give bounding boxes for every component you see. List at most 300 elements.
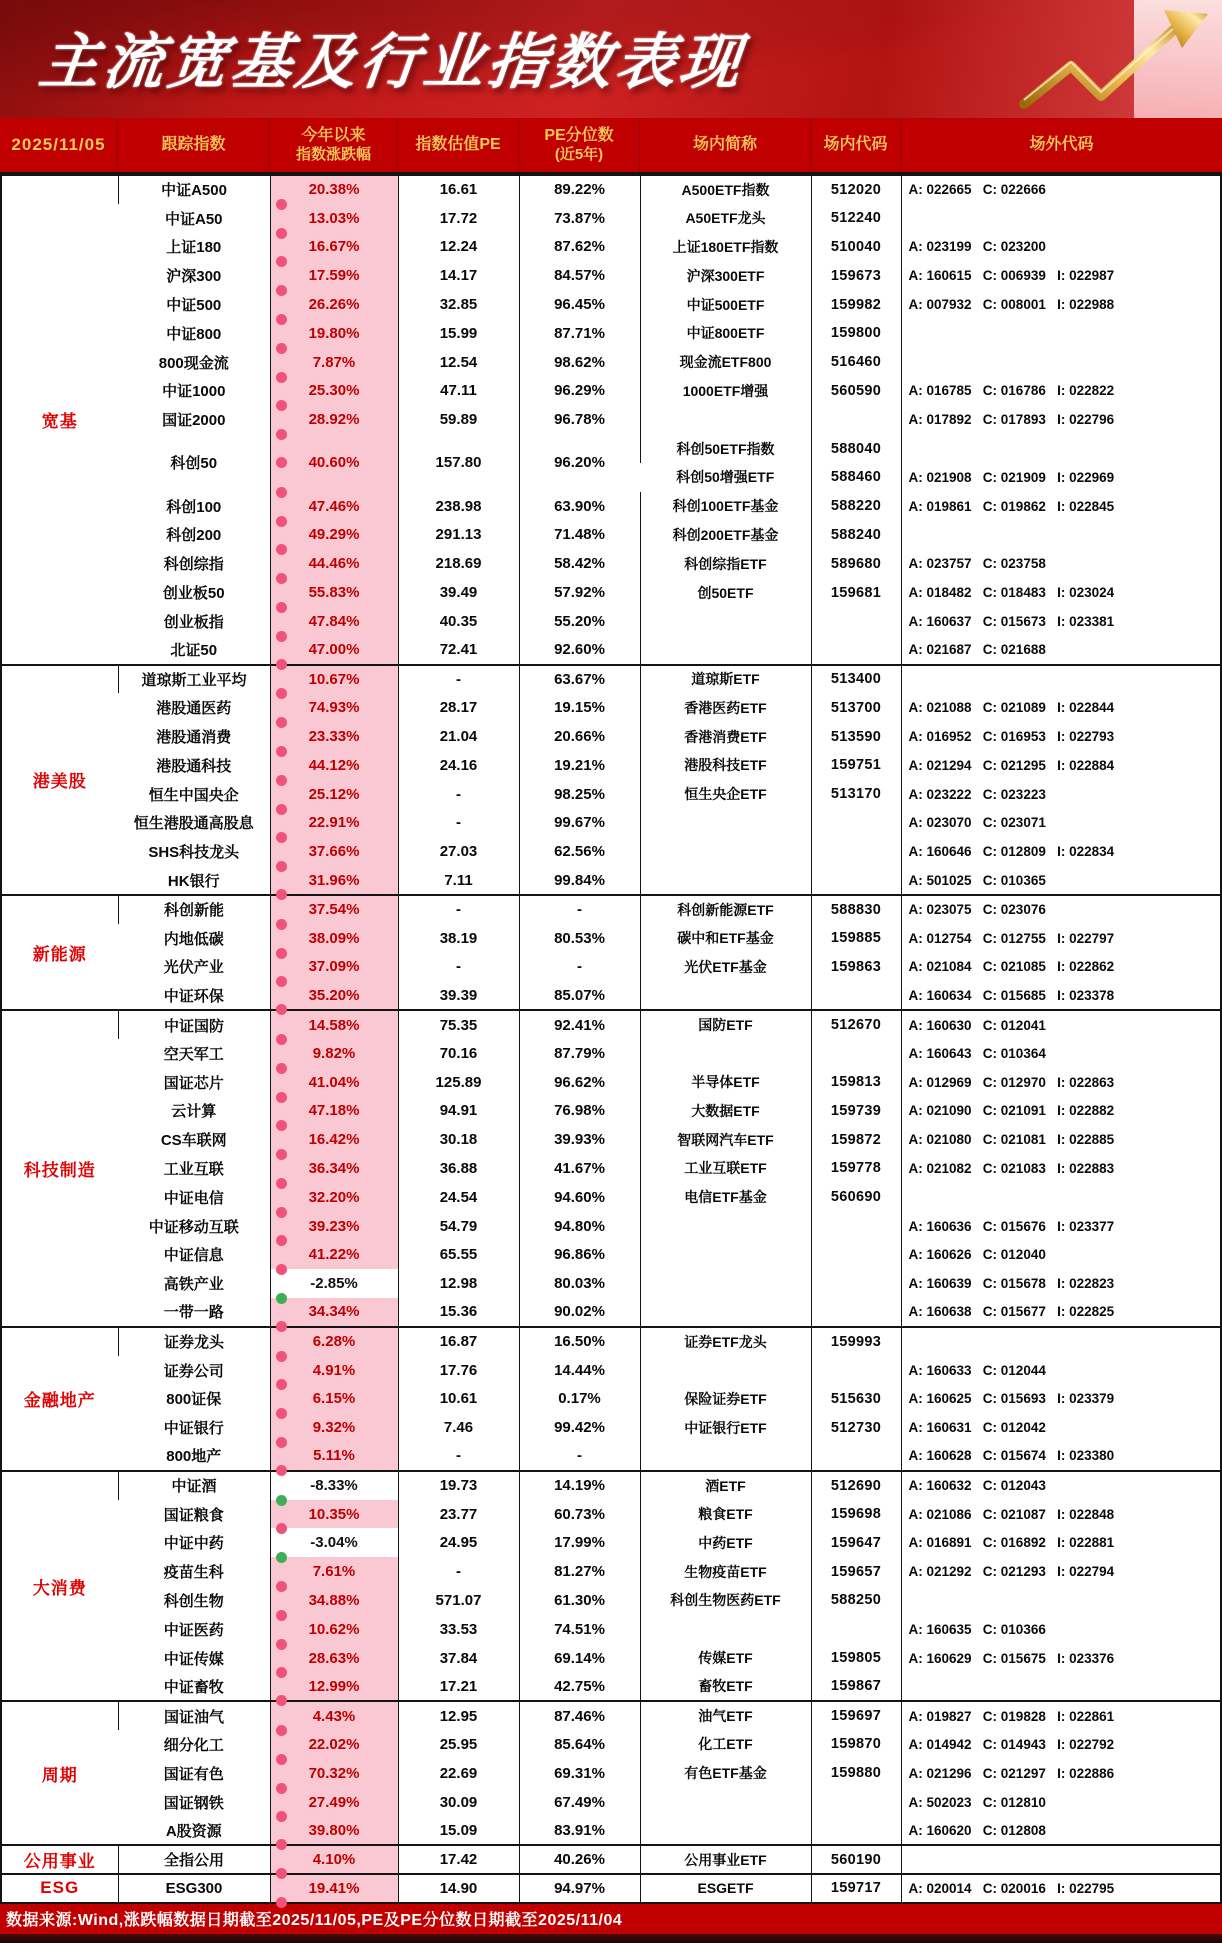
positive-dot-icon <box>276 199 287 210</box>
cell-otc-codes <box>901 1672 1221 1701</box>
cell-pe: 37.84 <box>398 1644 519 1673</box>
cell-tracking-index: 国证有色 <box>163 1765 224 1783</box>
cell-pe-percentile: 69.31% <box>519 1759 640 1788</box>
cell-pe: - <box>398 1557 519 1586</box>
cell-otc-codes: A: 021687 C: 021688 <box>901 636 1221 665</box>
cell-onexchange-code <box>811 1240 901 1269</box>
cell-tracking-index: 恒生港股通高股息 <box>133 815 254 833</box>
cell-onexchange-name: 碳中和ETF基金 <box>640 924 811 953</box>
cell-ytd-change: 26.26% <box>270 290 398 319</box>
cell-onexchange-code <box>811 866 901 895</box>
cell-tracking-index: 中证信息 <box>163 1247 224 1265</box>
cell-pe: 157.80 <box>398 434 519 492</box>
cell-pe-percentile: 55.20% <box>519 607 640 636</box>
cell-onexchange-name: 香港消费ETF <box>640 722 811 751</box>
cell-tracking-index: 工业互联 <box>163 1160 224 1178</box>
positive-dot-icon <box>276 1235 287 1246</box>
cell-pe: 22.69 <box>398 1759 519 1788</box>
cell-otc-codes: A: 021084 C: 021085 I: 022862 <box>901 953 1221 982</box>
cell-tracking-index: 沪深300 <box>166 268 222 286</box>
cell-onexchange-name: 科创50ETF指数 <box>640 434 811 463</box>
cell-ytd-change: 44.12% <box>270 751 398 780</box>
positive-dot-icon <box>276 1264 287 1275</box>
positive-dot-icon <box>276 285 287 296</box>
cell-ytd-change: 4.91% <box>270 1356 398 1385</box>
positive-dot-icon <box>276 1811 287 1822</box>
cell-ytd-change: 28.63% <box>270 1644 398 1673</box>
table-row <box>1 1413 1221 1442</box>
cell-tracking-index: 科创50 <box>170 455 218 473</box>
cell-pe-percentile: 96.20% <box>519 434 640 492</box>
table-row <box>1 1269 1221 1298</box>
cell-pe: 23.77 <box>398 1500 519 1529</box>
cell-onexchange-name <box>640 837 811 866</box>
cell-ytd-change: 32.20% <box>270 1183 398 1212</box>
cell-tracking-index: 证券龙头 <box>118 1327 270 1356</box>
table-row <box>1 175 1221 204</box>
positive-dot-icon <box>276 228 287 239</box>
positive-dot-icon <box>276 717 287 728</box>
section-label: 港美股 <box>1 665 118 895</box>
cell-tracking-index: 国证芯片 <box>163 1074 224 1092</box>
cell-ytd-change: 47.84% <box>270 607 398 636</box>
cell-onexchange-code: 159872 <box>811 1125 901 1154</box>
cell-ytd-change: 39.23% <box>270 1212 398 1241</box>
cell-ytd-change: 31.96% <box>270 866 398 895</box>
cell-pe: 571.07 <box>398 1586 519 1615</box>
cell-ytd-change: 19.80% <box>270 319 398 348</box>
cell-otc-codes: A: 023222 C: 023223 <box>901 780 1221 809</box>
cell-onexchange-code <box>811 837 901 866</box>
cell-pe-percentile: 58.42% <box>519 549 640 578</box>
cell-ytd-change: 17.59% <box>270 261 398 290</box>
cell-pe-percentile: 99.42% <box>519 1413 640 1442</box>
cell-tracking-index: 800现金流 <box>158 354 229 372</box>
cell-pe: 12.24 <box>398 233 519 262</box>
cell-onexchange-code: 513400 <box>811 665 901 694</box>
positive-dot-icon <box>276 688 287 699</box>
cell-otc-codes: A: 018482 C: 018483 I: 023024 <box>901 578 1221 607</box>
cell-pe-percentile: 96.45% <box>519 290 640 319</box>
cell-pe: 59.89 <box>398 405 519 434</box>
positive-dot-icon <box>276 889 287 900</box>
cell-pe-percentile: 63.67% <box>519 665 640 694</box>
cell-pe: 47.11 <box>398 377 519 406</box>
cell-onexchange-name: 工业互联ETF <box>640 1154 811 1183</box>
cell-tracking-index: 恒生中国央企 <box>148 786 239 804</box>
cell-onexchange-name <box>640 636 811 665</box>
cell-onexchange-name: A50ETF龙头 <box>640 204 811 233</box>
cell-pe-percentile: 41.67% <box>519 1154 640 1183</box>
cell-onexchange-code: 159778 <box>811 1154 901 1183</box>
cell-otc-codes: A: 012969 C: 012970 I: 022863 <box>901 1068 1221 1097</box>
cell-otc-codes <box>901 521 1221 550</box>
cell-pe-percentile: 62.56% <box>519 837 640 866</box>
cell-pe-percentile: 96.29% <box>519 377 640 406</box>
cell-pe-percentile: - <box>519 895 640 924</box>
cell-onexchange-code: 159813 <box>811 1068 901 1097</box>
cell-tracking-index: 中证银行 <box>163 1420 224 1438</box>
cell-pe-percentile: 92.41% <box>519 1010 640 1039</box>
cell-onexchange-name <box>640 1240 811 1269</box>
table-row <box>1 492 1221 521</box>
positive-dot-icon <box>276 544 287 555</box>
cell-pe-percentile: 57.92% <box>519 578 640 607</box>
section-label: 公用事业 <box>1 1845 118 1874</box>
section-label: 新能源 <box>1 895 118 1010</box>
cell-onexchange-name: 酒ETF <box>640 1471 811 1500</box>
cell-ytd-change: 22.91% <box>270 809 398 838</box>
cell-pe: 24.16 <box>398 751 519 780</box>
table-row <box>1 290 1221 319</box>
cell-pe-percentile: 87.71% <box>519 319 640 348</box>
cell-onexchange-code: 159657 <box>811 1557 901 1586</box>
cell-tracking-index: 港股通医药 <box>156 700 232 718</box>
cell-onexchange-code: 588220 <box>811 492 901 521</box>
cell-onexchange-name: 现金流ETF800 <box>640 348 811 377</box>
cell-pe: - <box>398 1442 519 1471</box>
positive-dot-icon <box>276 1839 287 1850</box>
positive-dot-icon <box>276 1351 287 1362</box>
cell-onexchange-name: 大数据ETF <box>640 1097 811 1126</box>
cell-onexchange-code: 159982 <box>811 290 901 319</box>
table-row <box>1 665 1221 694</box>
cell-pe: 54.79 <box>398 1212 519 1241</box>
cell-pe: 94.91 <box>398 1097 519 1126</box>
cell-pe: 65.55 <box>398 1240 519 1269</box>
positive-dot-icon <box>276 372 287 383</box>
table-row <box>1 1701 1221 1730</box>
cell-ytd-change: 55.83% <box>270 578 398 607</box>
cell-otc-codes: A: 021080 C: 021081 I: 022885 <box>901 1125 1221 1154</box>
cell-pe-percentile: 73.87% <box>519 204 640 233</box>
cell-onexchange-code: 588460 <box>811 463 901 492</box>
table-row <box>1 1586 1221 1615</box>
cell-pe-percentile: 16.50% <box>519 1327 640 1356</box>
cell-ytd-change: 20.38% <box>270 175 398 204</box>
cell-onexchange-name <box>640 1615 811 1644</box>
cell-pe: 24.54 <box>398 1183 519 1212</box>
cell-tracking-index: 国证粮食 <box>163 1506 224 1524</box>
cell-pe-percentile: 94.97% <box>519 1874 640 1903</box>
table-row <box>1 1183 1221 1212</box>
cell-pe: 238.98 <box>398 492 519 521</box>
cell-pe-percentile: 80.53% <box>519 924 640 953</box>
table-row <box>1 1672 1221 1701</box>
cell-pe: 16.87 <box>398 1327 519 1356</box>
cell-pe: 21.04 <box>398 722 519 751</box>
cell-otc-codes: A: 007932 C: 008001 I: 022988 <box>901 290 1221 319</box>
positive-dot-icon <box>276 1610 287 1621</box>
cell-onexchange-code: 588040 <box>811 434 901 463</box>
cell-pe: - <box>398 809 519 838</box>
cell-pe-percentile: 19.15% <box>519 693 640 722</box>
cell-ytd-change: 5.11% <box>270 1442 398 1471</box>
positive-dot-icon <box>276 429 287 440</box>
positive-dot-icon <box>276 1695 287 1706</box>
cell-onexchange-code <box>811 636 901 665</box>
cell-otc-codes: A: 160638 C: 015677 I: 022825 <box>901 1298 1221 1327</box>
cell-onexchange-name: 证券ETF龙头 <box>640 1327 811 1356</box>
cell-onexchange-name: 科创50增强ETF <box>676 469 775 486</box>
cell-onexchange-name <box>640 1788 811 1817</box>
index-performance-table <box>0 174 1222 1904</box>
cell-ytd-change: 16.42% <box>270 1125 398 1154</box>
cell-onexchange-name <box>640 1039 811 1068</box>
cell-tracking-index: 中证传媒 <box>163 1650 224 1668</box>
cell-onexchange-name: 光伏ETF基金 <box>640 953 811 982</box>
cell-onexchange-name: 道琼斯ETF <box>640 665 811 694</box>
cell-onexchange-code: 159673 <box>811 261 901 290</box>
cell-onexchange-name: ESGETF <box>640 1874 811 1903</box>
cell-ytd-change: 74.93% <box>270 693 398 722</box>
cell-pe-percentile: 61.30% <box>519 1586 640 1615</box>
cell-pe: 12.98 <box>398 1269 519 1298</box>
cell-pe-percentile: 19.21% <box>519 751 640 780</box>
cell-onexchange-name: 恒生央企ETF <box>640 780 811 809</box>
data-source-footer <box>0 1904 1222 1934</box>
table-row <box>1 751 1221 780</box>
cell-otc-codes: A: 160630 C: 012041 <box>901 1010 1221 1039</box>
cell-onexchange-code: 159870 <box>811 1730 901 1759</box>
table-row <box>1 348 1221 377</box>
cell-onexchange-code: 159867 <box>811 1672 901 1701</box>
cell-onexchange-name: 粮食ETF <box>640 1500 811 1529</box>
table-row <box>1 1442 1221 1471</box>
cell-onexchange-code: 589680 <box>811 549 901 578</box>
cell-onexchange-code: 159751 <box>811 751 901 780</box>
cell-ytd-change: 28.92% <box>270 405 398 434</box>
cell-onexchange-code: 159805 <box>811 1644 901 1673</box>
cell-otc-codes: A: 160635 C: 010366 <box>901 1615 1221 1644</box>
cell-tracking-index: 中证中药 <box>163 1535 224 1553</box>
cell-otc-codes: A: 017892 C: 017893 I: 022796 <box>901 405 1221 434</box>
cell-tracking-index: 港股通科技 <box>156 757 232 775</box>
cell-ytd-change: 16.67% <box>270 233 398 262</box>
cell-pe: 15.36 <box>398 1298 519 1327</box>
col-header-tracking-index: 跟踪指数 <box>117 118 269 172</box>
cell-onexchange-code: 159698 <box>811 1500 901 1529</box>
cell-onexchange-code <box>811 1212 901 1241</box>
cell-otc-codes: A: 160646 C: 012809 I: 022834 <box>901 837 1221 866</box>
cell-tracking-index: 中证A50 <box>164 210 223 228</box>
cell-otc-codes: A: 021292 C: 021293 I: 022794 <box>901 1557 1221 1586</box>
table-row <box>1 1500 1221 1529</box>
cell-onexchange-name <box>640 1816 811 1845</box>
cell-onexchange-name: 科创100ETF基金 <box>640 492 811 521</box>
table-row <box>1 1097 1221 1126</box>
table-row <box>1 405 1221 434</box>
section-label: ESG <box>1 1874 118 1903</box>
cell-pe: 218.69 <box>398 549 519 578</box>
cell-onexchange-code: 159880 <box>811 1759 901 1788</box>
cell-ytd-change: 9.32% <box>270 1413 398 1442</box>
cell-tracking-index: 科创200 <box>166 527 222 545</box>
cell-onexchange-code <box>811 1788 901 1817</box>
positive-dot-icon <box>276 1897 287 1908</box>
cell-onexchange-name: A500ETF指数 <box>640 175 811 204</box>
table-row <box>1 1212 1221 1241</box>
cell-onexchange-name: 科创综指ETF <box>640 549 811 578</box>
positive-dot-icon <box>276 487 287 498</box>
cell-onexchange-code: 159863 <box>811 953 901 982</box>
cell-pe-percentile: 39.93% <box>519 1125 640 1154</box>
cell-pe: 17.21 <box>398 1672 519 1701</box>
cell-otc-codes: A: 160629 C: 015675 I: 023376 <box>901 1644 1221 1673</box>
cell-otc-codes: A: 014942 C: 014943 I: 022792 <box>901 1730 1221 1759</box>
table-row <box>1 1471 1221 1500</box>
cell-otc-codes: A: 016891 C: 016892 I: 022881 <box>901 1528 1221 1557</box>
cell-otc-codes: A: 022665 C: 022666 <box>901 175 1221 204</box>
cell-pe-percentile: 74.51% <box>519 1615 640 1644</box>
cell-onexchange-code: 513170 <box>811 780 901 809</box>
negative-dot-icon <box>276 1552 287 1563</box>
rising-arrow-icon <box>1016 4 1216 116</box>
cell-pe-percentile: 94.60% <box>519 1183 640 1212</box>
table-row <box>1 261 1221 290</box>
positive-dot-icon <box>276 314 287 325</box>
cell-pe: 125.89 <box>398 1068 519 1097</box>
cell-pe-percentile: 96.78% <box>519 405 640 434</box>
cell-pe: 19.73 <box>398 1471 519 1500</box>
cell-pe-percentile: 71.48% <box>519 521 640 550</box>
cell-onexchange-name: 科创200ETF基金 <box>640 521 811 550</box>
table-header-row <box>0 118 1222 174</box>
cell-onexchange-code <box>811 981 901 1010</box>
cell-pe: 7.11 <box>398 866 519 895</box>
cell-pe: - <box>398 953 519 982</box>
cell-pe-percentile: 17.99% <box>519 1528 640 1557</box>
cell-onexchange-code: 512730 <box>811 1413 901 1442</box>
cell-otc-codes: A: 160620 C: 012808 <box>901 1816 1221 1845</box>
table-row <box>1 722 1221 751</box>
cell-ytd-change: 10.62% <box>270 1615 398 1644</box>
cell-pe-percentile: 20.66% <box>519 722 640 751</box>
cell-pe: 70.16 <box>398 1039 519 1068</box>
cell-otc-codes: A: 160626 C: 012040 <box>901 1240 1221 1269</box>
positive-dot-icon <box>276 1868 287 1879</box>
positive-dot-icon <box>276 1408 287 1419</box>
cell-tracking-index: 北证50 <box>170 642 218 660</box>
cell-ytd-change: 9.82% <box>270 1039 398 1068</box>
cell-otc-codes: A: 021086 C: 021087 I: 022848 <box>901 1500 1221 1529</box>
positive-dot-icon <box>276 457 287 468</box>
positive-dot-icon <box>276 1178 287 1189</box>
cell-tracking-index: 中证国防 <box>118 1010 270 1039</box>
cell-tracking-index: 内地低碳 <box>163 930 224 948</box>
cell-onexchange-code <box>811 1615 901 1644</box>
cell-ytd-change: 37.54% <box>270 895 398 924</box>
cell-otc-codes: A: 160625 C: 015693 I: 023379 <box>901 1384 1221 1413</box>
table-row <box>1 1298 1221 1327</box>
cell-tracking-index: 光伏产业 <box>163 959 224 977</box>
col-header-otc-code: 场外代码 <box>900 118 1222 172</box>
cell-tracking-index: 空天军工 <box>163 1045 224 1063</box>
cell-pe: 10.61 <box>398 1384 519 1413</box>
cell-pe-percentile: 80.03% <box>519 1269 640 1298</box>
table-row <box>1 1356 1221 1385</box>
cell-pe: 16.61 <box>398 175 519 204</box>
cell-ytd-change: 10.35% <box>270 1500 398 1529</box>
table-row <box>1 693 1221 722</box>
cell-pe-percentile: 96.86% <box>519 1240 640 1269</box>
cell-otc-codes: A: 023075 C: 023076 <box>901 895 1221 924</box>
table-row <box>1 434 1221 463</box>
cell-tracking-index: 道琼斯工业平均 <box>118 665 270 694</box>
positive-dot-icon <box>276 1667 287 1678</box>
positive-dot-icon <box>276 1754 287 1765</box>
cell-tracking-index: 中证1000 <box>162 383 226 401</box>
positive-dot-icon <box>276 1063 287 1074</box>
positive-dot-icon <box>276 1092 287 1103</box>
cell-pe-percentile: 98.25% <box>519 780 640 809</box>
positive-dot-icon <box>276 1321 287 1332</box>
table-row <box>1 1068 1221 1097</box>
cell-ytd-change: 25.30% <box>270 377 398 406</box>
table-row <box>1 233 1221 262</box>
section-label: 宽基 <box>1 175 118 665</box>
cell-pe: - <box>398 665 519 694</box>
table-row <box>1 1816 1221 1845</box>
cell-pe: 33.53 <box>398 1615 519 1644</box>
cell-otc-codes: A: 020014 C: 020016 I: 022795 <box>901 1874 1221 1903</box>
cell-tracking-index: 800证保 <box>166 1391 222 1409</box>
col-header-pe: 指数估值PE <box>397 118 518 172</box>
cell-onexchange-name: 生物疫苗ETF <box>640 1557 811 1586</box>
cell-pe: 75.35 <box>398 1010 519 1039</box>
cell-tracking-index: 上证180 <box>166 239 222 257</box>
cell-pe-percentile: 99.84% <box>519 866 640 895</box>
table-row <box>1 1154 1221 1183</box>
cell-pe-percentile: 87.79% <box>519 1039 640 1068</box>
cell-pe: 39.49 <box>398 578 519 607</box>
cell-ytd-change: 22.02% <box>270 1730 398 1759</box>
cell-onexchange-code: 588830 <box>811 895 901 924</box>
cell-ytd-change: 38.09% <box>270 924 398 953</box>
table-row <box>1 1845 1221 1874</box>
cell-pe: 36.88 <box>398 1154 519 1183</box>
cell-onexchange-code: 512240 <box>811 204 901 233</box>
positive-dot-icon <box>276 861 287 872</box>
cell-pe: 14.17 <box>398 261 519 290</box>
col-header-ytd-change: 今年以来 指数涨跌幅 <box>269 118 397 172</box>
cell-otc-codes: A: 021294 C: 021295 I: 022884 <box>901 751 1221 780</box>
cell-otc-codes: A: 016952 C: 016953 I: 022793 <box>901 722 1221 751</box>
cell-pe-percentile: 90.02% <box>519 1298 640 1327</box>
cell-onexchange-name <box>640 405 811 434</box>
positive-dot-icon <box>276 602 287 613</box>
cell-onexchange-code: 515630 <box>811 1384 901 1413</box>
cell-onexchange-code <box>811 1269 901 1298</box>
cell-pe-percentile: 84.57% <box>519 261 640 290</box>
cell-otc-codes: A: 021908 C: 021909 I: 022969 <box>901 463 1221 492</box>
cell-onexchange-name: 电信ETF基金 <box>640 1183 811 1212</box>
cell-pe: 38.19 <box>398 924 519 953</box>
cell-otc-codes: A: 501025 C: 010365 <box>901 866 1221 895</box>
cell-onexchange-code: 510040 <box>811 233 901 262</box>
cell-onexchange-name: 香港医药ETF <box>640 693 811 722</box>
cell-pe-percentile: 76.98% <box>519 1097 640 1126</box>
cell-pe: - <box>398 780 519 809</box>
table-row <box>1 1327 1221 1356</box>
cell-ytd-change: 4.43% <box>270 1701 398 1730</box>
cell-tracking-index: 中证酒 <box>118 1471 270 1500</box>
cell-ytd-change: 36.34% <box>270 1154 398 1183</box>
cell-onexchange-code <box>811 809 901 838</box>
cell-ytd-change: 4.10% <box>270 1845 398 1874</box>
cell-pe: - <box>398 895 519 924</box>
cell-tracking-index: 科创生物 <box>163 1592 224 1610</box>
